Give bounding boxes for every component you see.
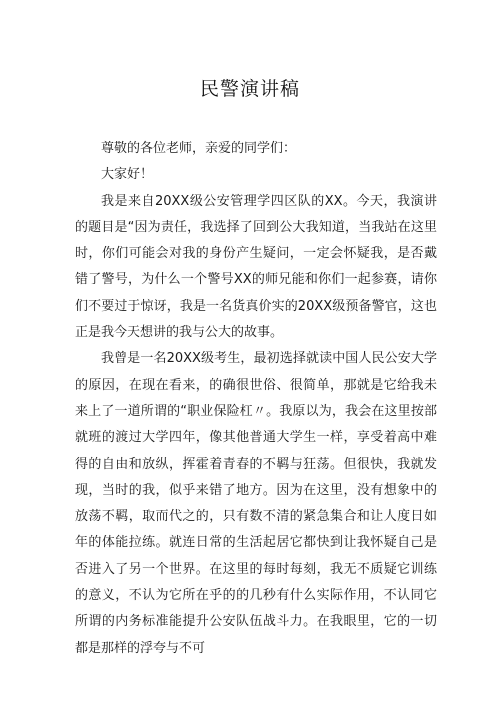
salutation-paragraph: 尊敬的各位老师，亲爱的同学们： bbox=[101, 141, 297, 156]
body-paragraph: 我曾是一名20XX级考生，最初选择就读中国人民公安大学的原因，在现在看来，的确很世俗、很简单，那就是它给我未来上了一道所谓的“职业保险杠〃。我原以为，我会在这里按部就班的渡过大学四年，像其他普通大学生一样，享受着高中难得的自由和放纵，挥霍着青春的不羁与狂荡。但很快，我就发现，当时的我，似乎来错了地方。因为在这里，没有想象中的放荡不羁，取而代之的，只有数不清的紧急集合和让人度日如年的体能拉练。就连日常的生活起居它都快到让我怀疑自己是否进入了另一个世界。在这里的每时每刻，我无不质疑它训练的意义，不认为它所在乎的的几秒有什么实际作用，不认同它所谓的内务标准能提升公安队伍战斗力。在我眼里，它的一切都是那样的浮夸与不可 bbox=[75, 351, 437, 656]
document-title: 民警演讲稿 bbox=[199, 78, 300, 100]
document-body bbox=[75, 136, 437, 662]
body-paragraph: 我是来自20XX级公安管理学四区队的XX。今天，我演讲的题目是“因为责任，我选择了回到公大我知道，当我站在这里时，你们可能会对我的身份产生疑问，一定会怀疑我，是否戴错了警号，为什么一个警号XX的师兄能和你们一起参赛，请你们不要过于惊讶，我是一名货真价实的20XX级预备警官，这也正是我今天想讲的我与公大的故事。 bbox=[75, 193, 437, 341]
greeting-paragraph: 大家好！ bbox=[101, 167, 154, 183]
